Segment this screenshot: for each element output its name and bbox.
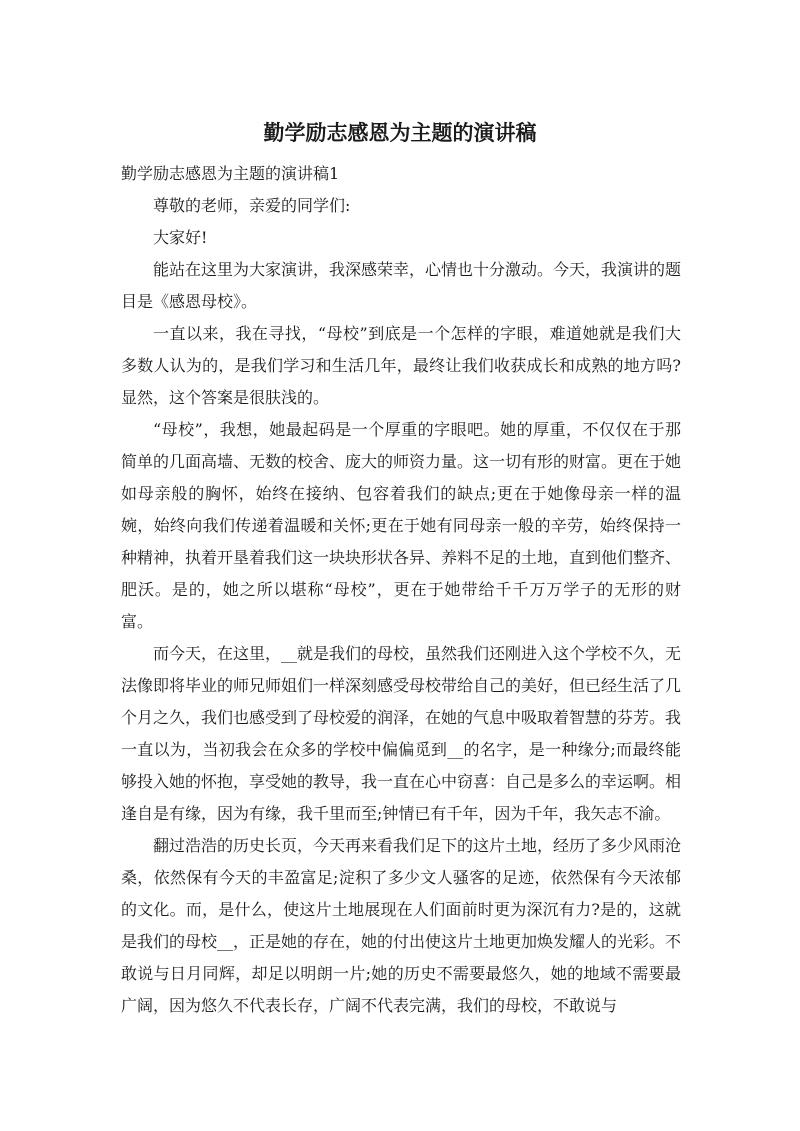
paragraph-salutation: 尊敬的老师，亲爱的同学们: [153, 196, 351, 215]
paragraph-5: 翻过浩浩的历史长页，今天再来看我们足下的这片土地，经历了多少风雨沧桑，依然保有今天的丰盈富足;淀积了多少文人骚客的足迹，依然保有今天浓郁的文化。而，是什么，使这片土地展现在人们面前时更为深沉有力?是的，这就是我们的母校__，正是她的存在，她的付出使这片土地更加焕发耀人的光彩。不敢说与日月同辉，却足以明朗一片;她的历史不需要最悠久，她的地域不需要最广阔，因为悠久不代表长存，广阔不代表完满，我们的母校，不敢说与 [121, 836, 682, 1015]
paragraph-greeting: 大家好! [153, 228, 208, 247]
document-subtitle: 勤学励志感恩为主题的演讲稿1 [121, 164, 340, 183]
document-title: 勤学励志感恩为主题的演讲稿 [263, 121, 537, 145]
paragraph-1: 能站在这里为大家演讲，我深感荣幸，心情也十分激动。今天，我演讲的题目是《感恩母校》。 [121, 260, 682, 311]
paragraph-4: 而今天，在这里，__就是我们的母校，虽然我们还刚进入这个学校不久，无法像即将毕业的师兄师姐们一样深刻感受母校带给自己的美好，但已经生活了几个月之久，我们也感受到了母校爱的润泽，在她的气息中吸取着智慧的芬芳。我一直以为，当初我会在众多的学校中偏偏觅到__的名字，是一种缘分;而最终能够投入她的怀抱，享受她的教导，我一直在心中窃喜：自己是多么的幸运啊。相逢自是有缘，因为有缘，我千里而至;钟情已有千年，因为千年，我矢志不渝。 [121, 644, 682, 823]
document-body [121, 158, 681, 1022]
paragraph-3: “母校”，我想，她最起码是一个厚重的字眼吧。她的厚重，不仅仅在于那简单的几面高墙、无数的校舍、庞大的师资力量。这一切有形的财富。更在于她如母亲般的胸怀，始终在接纳、包容着我们的缺点;更在于她像母亲一样的温婉，始终向我们传递着温暖和关怀;更在于她有同母亲一般的辛劳，始终保持一种精神，执着开垦着我们这一块块形状各异、养料不足的土地，直到他们整齐、肥沃。是的，她之所以堪称“母校”，更在于她带给千千万万学子的无形的财富。 [121, 420, 682, 631]
paragraph-2: 一直以来，我在寻找，“母校”到底是一个怎样的字眼，难道她就是我们大多数人认为的，是我们学习和生活几年，最终让我们收获成长和成熟的地方吗?显然，这个答案是很肤浅的。 [121, 324, 681, 407]
